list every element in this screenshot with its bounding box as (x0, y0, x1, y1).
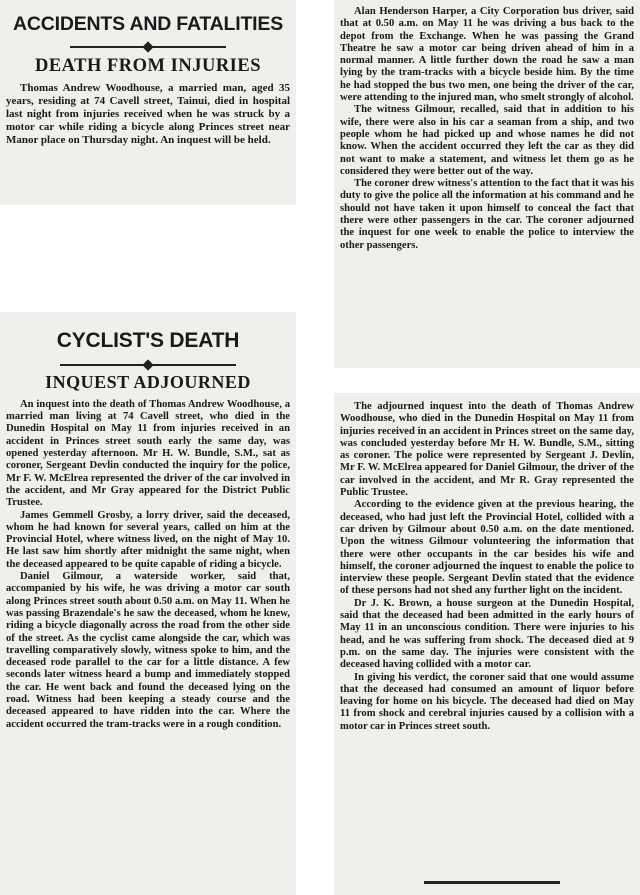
clipping-accidents-and-fatalities (0, 0, 296, 205)
clipping-heading: CYCLIST'S DEATH (56, 329, 240, 352)
article-paragraph: The coroner drew witness's attention to the fact that it was his duty to give the police all the information at his command and he should not have taken it upon himself to conceal the fact that there were other passengers in the car. The coroner adjourned the inquest for one week to enable the police to interview the other passengers. (340, 178, 634, 251)
clipping-subheading: DEATH FROM INJURIES (34, 56, 262, 77)
clipping-adjourned-inquest (334, 393, 640, 895)
article-paragraph: The witness Gilmour, recalled, said that in addition to his wife, there were also in his car a seaman from a ship, and two people whom he had picked up and whose names he did not know. When the accident occurred they left the car as they did not want to make a statement, and witness let them go as he considered they were better out of the way. (340, 104, 634, 177)
ornamental-rule (70, 42, 226, 52)
clipping-cyclists-death (0, 312, 296, 895)
end-rule (424, 881, 560, 884)
article-paragraph: The adjourned inquest into the death of Thomas Andrew Woodhouse, who died in the Dunedin Hospital on May 11 from injuries received in an accident in Princes street on the same day, was concluded yesterday before Mr H. W. Bundle, S.M., sitting as coroner. The police were represented by Sergeant J. Devlin, Mr F. W. McElrea appeared for Daniel Gilmour, the driver of the car involved in the accident, and Mr R. Gray represented the Public Trustee. (340, 401, 634, 499)
clipping-subheading: INQUEST ADJOURNED (45, 372, 251, 393)
article-paragraph: Daniel Gilmour, a waterside worker, said that, accompanied by his wife, he was driving a motor car south along Princes street south about 0.50 a.m. on May 11. When he was passing Brazendale's he saw the deceased, whom he knew, riding a bicycle diagonally across the road from the other side of the street. As the cyclist came alongside the car, which was travelling comparatively slowly, witness spoke to him, and the deceased rode parallel to the car for a little distance. A few seconds later witness heard a bump and immediately stopped the car. He went back and found the deceased lying on the road. Witness had been keeping a steady course and the deceased appeared to have ridden into the car. Where the accident occurred the tram-tracks were in a rough condition. (6, 571, 290, 730)
article-paragraph: Alan Henderson Harper, a City Corporation bus driver, said that at 0.50 a.m. on May 11 he was driving a bus back to the depot from the Exchange. When he was passing the Grand Theatre he saw a motor car being driven ahead of him in a normal manner. A little further down the road he saw a man lying by the tram-tracks with a bicycle beside him. By the time he had stopped the bus two men, one being the driver of the car, were attending to the injured man, who smelt strongly of alcohol. (340, 6, 634, 104)
clipping-inquest-continued (334, 0, 640, 368)
article-paragraph: An inquest into the death of Thomas Andrew Woodhouse, a married man living at 74 Cavell street, who died in the Dunedin Hospital on May 11 from injuries received in an accident in Princes street south early the same day, was opened yesterday afternoon. Mr H. W. Bundle, S.M., sat as coroner, Sergeant Devlin conducted the inquiry for the police, Mr F. W. McElrea represented the driver of the car involved in the accident, and Mr Gray appeared for the District Public Trustee. (6, 398, 290, 509)
article-paragraph: Dr J. K. Brown, a house surgeon at the Dunedin Hospital, said that the deceased had been admitted in the early hours of May 11 in an unconscious condition. There were injuries to his head, and he was suffering from shock. The deceased died at 9 p.m. on the same day. The injuries were consistent with the deceased having collided with a motor car. (340, 597, 634, 671)
ornamental-rule (60, 360, 236, 370)
article-paragraph: In giving his verdict, the coroner said that one would assume that the deceased had consumed an amount of liquor before leaving for home on his bicycle. The deceased had died on May 11 from shock and cerebral injuries caused by a collision with a motor car in Princes street south. (340, 671, 634, 732)
article-paragraph: According to the evidence given at the previous hearing, the deceased, who had just left the Provincial Hotel, collided with a car driven by Gilmour about 0.50 a.m. on the date mentioned. Upon the witness Gilmour volunteering the information that there were other occupants in the car besides his wife and himself, the coroner adjourned the inquest to enable the police to interview these people. Sergeant Devlin stated that the evidence of these persons had not shed any further light on the incident. (340, 499, 634, 597)
article-paragraph: James Gemmell Grosby, a lorry driver, said the deceased, whom he had known for several years, called on him at the Provincial Hotel, where witness lived, on the night of May 10. He last saw him shortly after midnight the same night, when the deceased appeared to be quite capable of riding a bicycle. (6, 509, 290, 570)
clipping-heading: ACCIDENTS AND FATALITIES (13, 13, 283, 35)
article-paragraph: Thomas Andrew Woodhouse, a married man, aged 35 years, residing at 74 Cavell street, Tainui, died in hospital last night from injuries received when he was struck by a motor car while riding a bicycle along Princes street near Manor place on Thursday night. An inquest will be held. (6, 81, 290, 147)
